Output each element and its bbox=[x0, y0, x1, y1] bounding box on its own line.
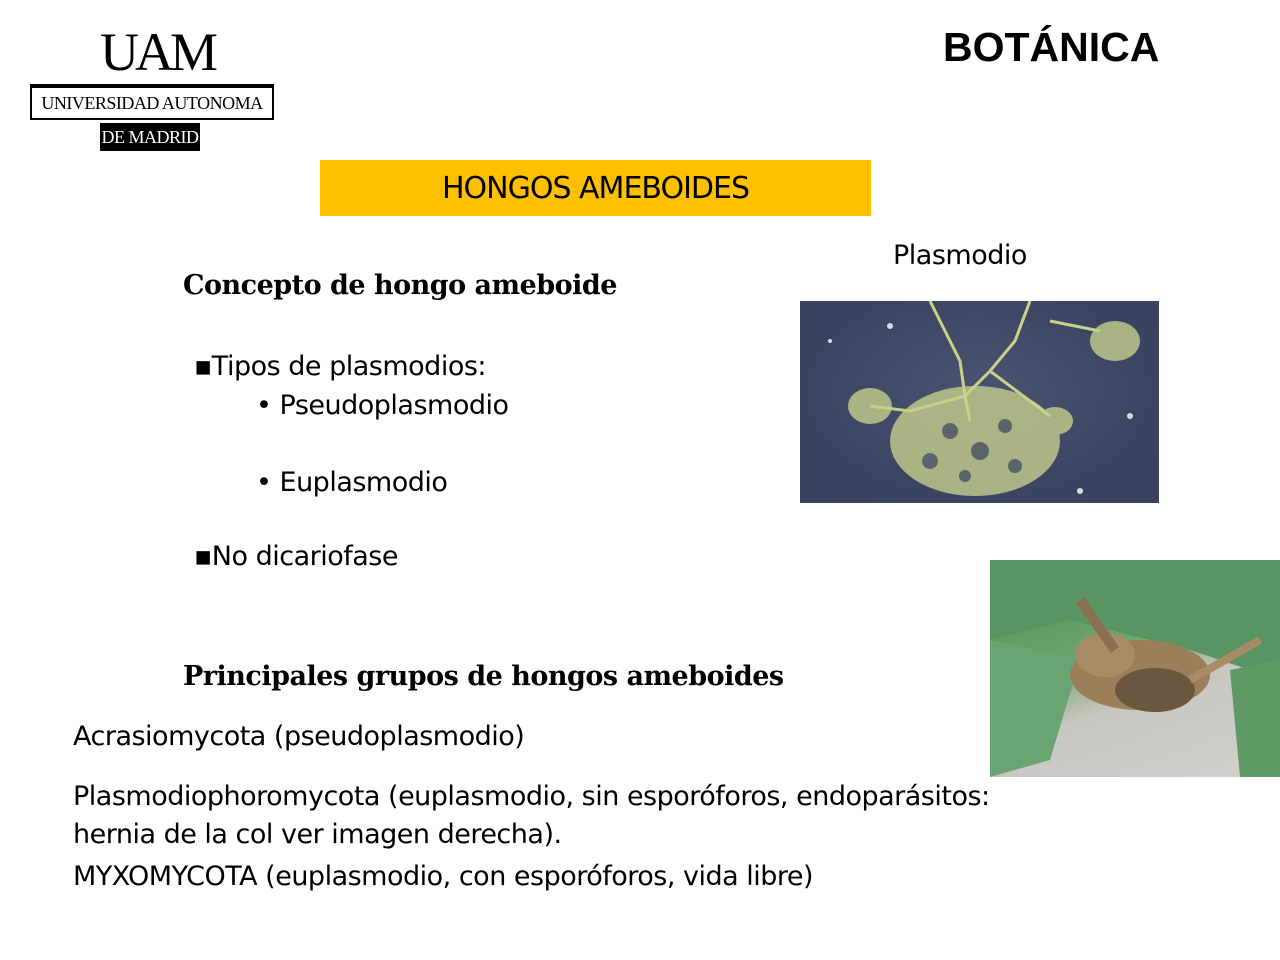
groups-heading: Principales grupos de hongos ameboides bbox=[183, 661, 784, 692]
slide-title: BOTÁNICA bbox=[943, 24, 1160, 70]
plasmodium-photo bbox=[800, 301, 1159, 503]
logo-city: DE MADRID bbox=[100, 123, 200, 151]
group-acrasiomycota: Acrasiomycota (pseudoplasmodio) bbox=[73, 721, 525, 752]
group-myxomycota: MYXOMYCOTA (euplasmodio, con esporóforos, vida libre) bbox=[73, 861, 814, 892]
clubroot-cabbage-photo bbox=[990, 560, 1280, 777]
sub-bullet-pseudoplasmodio: • Pseudoplasmodio bbox=[256, 390, 509, 421]
topic-banner: HONGOS AMEBOIDES bbox=[320, 160, 871, 216]
concept-heading: Concepto de hongo ameboide bbox=[183, 270, 617, 301]
group-plasmodiophoromycota-cont: hernia de la col ver imagen derecha). bbox=[73, 819, 562, 850]
logo-mark: UAM bbox=[100, 22, 215, 82]
bullet-plasmodia-types: ▪Tipos de plasmodios: bbox=[194, 351, 486, 382]
group-plasmodiophoromycota: Plasmodiophoromycota (euplasmodio, sin esporóforos, endoparásitos: bbox=[73, 781, 990, 812]
image-caption: Plasmodio bbox=[893, 240, 1027, 271]
logo-name: UNIVERSIDAD AUTONOMA bbox=[30, 84, 274, 120]
university-logo bbox=[30, 24, 274, 154]
sub-bullet-euplasmodio: • Euplasmodio bbox=[256, 467, 448, 498]
bullet-no-dicariofase: ▪No dicariofase bbox=[194, 541, 398, 572]
